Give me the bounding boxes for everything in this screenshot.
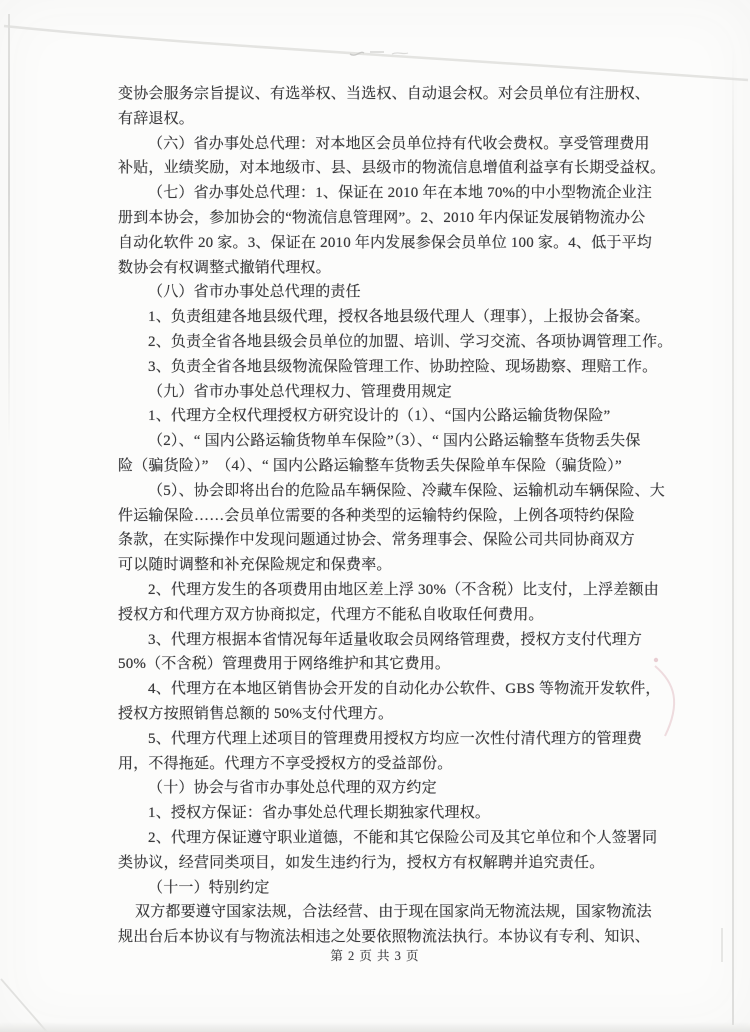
document-line: 1、负责组建各地县级代理，授权各地县级代理人（理事），上报协会备案。 [148,309,650,326]
document-line: 规出台后本协议有与物流法相违之处要依照物流法执行。本协议有专利、知识、 [118,929,651,946]
document-line: 可以随时调整和补充保险规定和保费率。 [118,557,392,574]
pencil-smudge-mark [348,44,418,64]
document-line: 双方都要遵守国家法规，合法经营、由于现在国家尚无物流法规，国家物流法 [135,904,652,921]
document-line: 自动化软件 20 家。3、保证在 2010 年内发展参保会员单位 100 家。4、低于平均 [118,234,653,251]
document-line: （十一）特别约定 [148,879,270,896]
document-line: 有辞退权。 [118,110,195,127]
document-line: （2）、“ 国内公路运输货物单车保险”（3）、“ 国内公路运输整车货物丢失保 [148,433,641,450]
bottom-scan-shadow [0,1022,750,1032]
document-line: （七）省办事处总代理：1、保证在 2010 年在本地 70%的中小型物流企业注 [148,185,653,202]
document-line: 50%（不含税）管理费用于网络维护和其它费用。 [118,656,451,673]
document-body [118,82,678,950]
document-line: 3、代理方根据本省情况每年适量收取会员网络管理费，授权方支付代理方 [148,631,643,648]
document-line: （六）省办事处总代理：对本地区会员单位持有代收会费权。享受管理费用 [148,135,650,152]
paper-right-edge-line [732,50,734,1025]
document-line: （九）省市办事处总代理权力、管理费用规定 [148,383,453,400]
document-line: 授权方和代理方双方协商拟定，代理方不能私自收取任何费用。 [118,606,544,623]
document-line: 类协议，经营同类项目，如发生违约行为，授权方有权解聘并追究责任。 [118,854,605,871]
paper-left-edge-line [8,14,10,450]
document-line: 变协会服务宗旨提议、有选举权、当选权、自动退会权。对会员单位有注册权、 [118,86,651,102]
document-line: 条款，在实际操作中发现问题通过协会、常务理事会、保险公司共同协商双方 [118,532,635,549]
document-line: 补贴，业绩奖励，对本地级市、县、县级市的物流信息增值利益享有长期受益权。 [118,160,666,177]
document-line: 2、代理方发生的各项费用由地区差上浮 30%（不含税）比支付，上浮差额由 [148,581,659,598]
document-line: 4、代理方在本地区销售协会开发的自动化办公软件、GBS 等物流开发软件， [148,681,661,698]
document-line: （5）、协会即将出台的危险品车辆保险、冷藏车保险、运输机动车辆保险、大 [148,482,666,499]
bottom-left-crease [0,975,55,1032]
document-line: 数协会有权调整式撤销代理权。 [118,259,331,276]
document-line: 授权方按照销售总额的 50%支付代理方。 [118,705,394,722]
page-number: 第 2 页 共 3 页 [330,949,420,963]
document-line: 1、授权方保证：省办事处总代理长期独家代理权。 [148,805,491,822]
document-line: 用，不得拖延。代理方不享受授权方的受益部份。 [118,755,453,772]
document-line: 3、负责全省各地县级物流保险管理工作、协助控险、现场勘察、理赔工作。 [148,358,658,375]
document-line: 2、代理方保证遵守职业道德，不能和其它保险公司及其它单位和个人签署同 [148,829,658,846]
document-line: 1、代理方全权代理授权方研究设计的（1）、“国内公路运输货物保险” [148,408,611,425]
document-line: 5、代理方代理上述项目的管理费用授权方均应一次性付清代理方的管理费 [148,730,643,747]
document-line: （八）省市办事处总代理的责任 [148,284,361,301]
document-line: 件运输保险……会员单位需要的各种类型的运输特约保险，上例各项特约保险 [118,507,635,524]
document-line: （十）协会与省市办事处总代理的双方约定 [148,780,437,797]
document-line: 险（骗货险）” （4）、“ 国内公路运输整车货物丢失保险单车保险（骗货险）” [118,457,622,474]
document-line: 2、负责全省各地县级会员单位的加盟、培训、学习交流、各项协调管理工作。 [148,333,673,350]
document-line: 册到本协会，参加协会的“物流信息管理网”。2、2010 年内保证发展销物流办公 [118,209,646,226]
